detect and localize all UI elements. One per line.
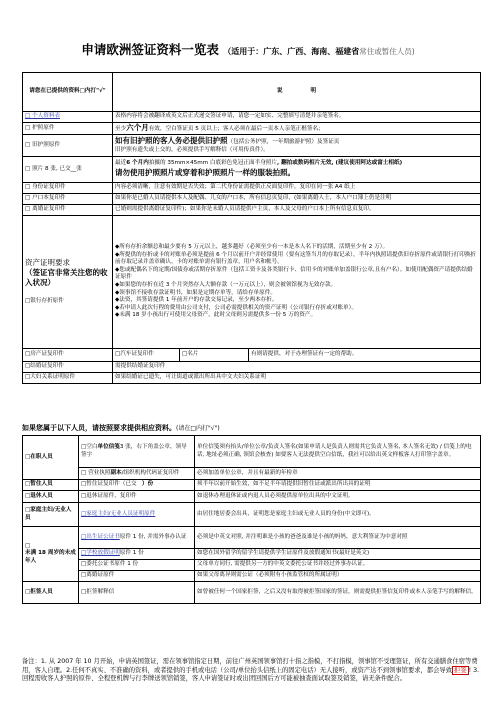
footnote bbox=[22, 658, 480, 684]
assets-item: ◆您或配偶名下的定期/国债券或活期存折原件（包括工资卡及各类银行卡、信用卡的对账单加盖银行公章,且有户名）。如使用配偶资产请提供结婚证原件 bbox=[115, 266, 473, 281]
school-leave-checkbox[interactable] bbox=[79, 549, 195, 560]
assets-item: ◆所有存折余额总和最少要有 5 万元以上，越多越好（必须至少有一本是本人名下的活期，活期至少有 2 万）。 bbox=[115, 244, 389, 251]
photo-desc-1: 最近 bbox=[115, 160, 127, 167]
business-license-desc: 必须加盖单位公章，并且有最新的年检章 bbox=[195, 468, 481, 480]
old-passport-desc-1b: （包括公务护照，一年期旅游护照）及签证页 bbox=[227, 139, 340, 146]
photo-desc-1d: , 翻拍或数码相片无效, (建议使用阿达或富士相纸) bbox=[277, 160, 403, 167]
spouse-proof-desc: 如果结婚证已遗失，可让街道或派出所出具中文夫妇关系证明 bbox=[113, 373, 481, 384]
assets-note: （签证官非常关注您的收入状况） bbox=[25, 268, 108, 288]
table-row bbox=[23, 112, 481, 123]
id-card-checkbox[interactable]: □ 身份证复印件 bbox=[23, 183, 113, 194]
title-sub2: 常住或暂住人员) bbox=[359, 47, 415, 56]
marriage-cert-desc: 需提供结婚证复印件 bbox=[113, 362, 481, 373]
table-row bbox=[23, 480, 481, 491]
retired-group[interactable]: □退休人员 bbox=[23, 491, 79, 503]
table-row bbox=[23, 216, 481, 349]
housewife-proof-desc: 由居住地居委会出具，证明您是家庭主妇或无业人员的身份(中文即可)。 bbox=[195, 503, 481, 527]
optional-docs-cell bbox=[113, 349, 481, 362]
table-row bbox=[23, 135, 481, 157]
section-heading-bold: 如果您属于以下人员，请按照要求提供相应资料。 bbox=[22, 424, 176, 432]
housewife-group[interactable]: □家庭主妇/无业人员 bbox=[23, 503, 79, 527]
employed-group[interactable]: □在职人员 bbox=[23, 436, 79, 480]
section-heading-note: (请在□内打"√") bbox=[176, 425, 220, 432]
spouse-proof-checkbox[interactable]: □大妇关系证明原件 bbox=[23, 373, 113, 384]
school-leave-link[interactable]: □学校放假证明 bbox=[81, 550, 120, 557]
hukou-checkbox[interactable]: □ 户口本复印件 bbox=[23, 194, 113, 205]
passport-desc-a: 至少 bbox=[115, 126, 127, 133]
letterhead-box: □空白 bbox=[81, 443, 98, 450]
refusal-letter-checkbox[interactable]: □拒签解释信 bbox=[79, 582, 195, 604]
temp-resident-group[interactable]: □暂住人员 bbox=[23, 480, 79, 491]
minor-group[interactable] bbox=[23, 527, 79, 582]
optional-docs-desc: 有则请提供，对于办理签证有一定的帮助。 bbox=[251, 351, 358, 358]
housewife-proof-checkbox[interactable] bbox=[79, 503, 195, 527]
table-row bbox=[23, 491, 481, 503]
letterhead-checkbox[interactable] bbox=[79, 436, 195, 468]
license-box: □ 营业执照 bbox=[81, 469, 111, 476]
old-passport-checkbox[interactable]: □ 旧护照原件 bbox=[23, 135, 113, 157]
letterhead-desc: 单位信笺须有抬头/单位公章/负责人签名(如果申请人是负责人则需其它负责人签名, 本人签名无效) / 信笺上的电话, 地址必须正确, 领馆会核查) 如要客人无法提供空白信纸，我社可以给出英文样板客人打印签字盖章。 bbox=[195, 436, 481, 468]
personal-form-desc: 表格内容将会被翻译成英文后正式递交签证申请，请您一定如实、完整填写清楚并亲笔签名。 bbox=[113, 112, 481, 123]
entrust-cert-checkbox[interactable]: □委托公证书原件 1 份 bbox=[79, 560, 195, 571]
table-row bbox=[23, 183, 481, 194]
bank-passbook-checkbox[interactable]: □银行存折原件 bbox=[25, 298, 64, 305]
section-heading bbox=[22, 423, 220, 433]
table-row bbox=[23, 503, 481, 527]
assets-item: ◆未满 18 岁小孩出行可使用父母资产，此时父母则另需提供多一份 5 万的资产。 bbox=[115, 312, 317, 319]
title-main: 申请欧洲签证资料一览表 bbox=[81, 42, 219, 57]
assets-label-cell bbox=[23, 216, 113, 349]
hukou-desc: 如果你是已婚人员请提供本人及配偶、儿女的户口本，所有信息页复印，(如果离婚人士，本人户口簿上仍是注明 bbox=[113, 194, 481, 205]
assets-desc bbox=[113, 216, 481, 349]
housewife-proof-link[interactable]: □家庭主妇/无业人员证明原件 bbox=[81, 510, 156, 517]
divorce-cert-desc: 已婚则需提供离婚证复印件)；如果你是未婚人员请提供户主页，本人及父母的户口本上所有信息页复印。 bbox=[113, 205, 481, 216]
minor-box: □ bbox=[25, 542, 31, 549]
temp-permit-count: ）份 bbox=[141, 481, 154, 488]
table-row bbox=[23, 123, 481, 135]
property-cert-checkbox[interactable]: □房产证复印件 bbox=[23, 349, 113, 362]
table-row bbox=[23, 157, 481, 183]
minor-label: 未满 18 周岁的未成年人 bbox=[25, 550, 76, 564]
header-col2: 说 明 bbox=[113, 73, 481, 112]
table-row bbox=[23, 194, 481, 205]
requirements-table bbox=[22, 72, 481, 384]
assets-item: ◆若申请人此次行程的费用由公司支付，公司必需提供相关的资产证明（公司银行存折或对账单）。 bbox=[115, 304, 358, 311]
photo-desc bbox=[113, 157, 481, 183]
entrust-cert-desc: 父母单方同行, 需提供另一方的中英文委托公证书并经过外事办认证。 bbox=[195, 560, 481, 571]
table-row bbox=[23, 362, 481, 373]
license-bold: 副本 bbox=[110, 469, 122, 476]
photo-desc-1c: 拍摄的 35mm×45mm 白底彩色免冠正面半身照片 bbox=[148, 160, 278, 167]
assets-item: ◆所提供的存折或卡的对账单必须是提前 6 个月以前开户并经常使用（要有这签当月的存取记录），半年内执照请提供旧存折原件或请银行打印换折前存取记录并盖章确认。卡的对账单需有银行盖章，用户名和帐号。 bbox=[115, 251, 477, 266]
table-row bbox=[23, 436, 481, 468]
refusal-highlight: 拒签 bbox=[454, 666, 467, 674]
retirement-cert-desc: 如退休办理退休证或内退人员必须提供原单位出具的中文证明。 bbox=[195, 491, 481, 503]
assets-item: ◆法资，其签请提供 1 年前开户的存款交易记录，至少两本存折。 bbox=[115, 297, 278, 304]
personal-form-link[interactable]: □ 个人资料表 bbox=[25, 113, 61, 120]
photo-desc-2: 请勿使用护照照片或穿着和护照照片一样的服装拍照。 bbox=[115, 168, 295, 177]
letterhead-bold: 单位信笺 bbox=[97, 443, 120, 450]
birth-cert-link[interactable]: □出生证公证书 bbox=[81, 533, 120, 540]
assets-item: ◆如果您的存折在近 3 个月突然存入大额存款（一万元以上），则会被领馆视为无效存款。 bbox=[115, 282, 337, 288]
special-cases-table bbox=[22, 435, 481, 604]
temp-permit-label: □暂住证复印件（已交 bbox=[81, 481, 137, 488]
table-row bbox=[23, 560, 481, 571]
personal-form-checkbox[interactable] bbox=[23, 112, 113, 123]
photo-desc-1b: 6 个月内 bbox=[126, 160, 149, 167]
birth-cert-note: 原件 1 份, 并需外事办认证 bbox=[119, 533, 187, 540]
divorce-cert-checkbox[interactable]: □ 离婚证复印件 bbox=[23, 205, 113, 216]
old-passport-desc bbox=[113, 135, 481, 157]
letterhead-note: 3 张，右下角盖公章，领导签字 bbox=[81, 443, 187, 458]
car-cert-checkbox[interactable]: □汽车证复印件 bbox=[113, 349, 180, 361]
business-license-checkbox[interactable] bbox=[79, 468, 195, 480]
passport-desc-b: 六个月 bbox=[126, 123, 149, 133]
refusal-letter-desc: 如曾被任何一个国家拒签，之后又没有取得被拒签国家的签证，则需提供拒签信复印件或本人亲笔手写的解释信。 bbox=[195, 582, 481, 604]
photo-checkbox[interactable]: □ 照片 8 张, 已交__张 bbox=[23, 157, 113, 183]
birth-cert-desc: 必须是中英文对照, 并注明谁是小孩的爸爸及谁是小孩的妈妈，意大利签证为中意对照 bbox=[195, 527, 481, 549]
refused-group[interactable]: □拒签人员 bbox=[23, 582, 79, 604]
passport-checkbox[interactable]: □ 护照原件 bbox=[23, 123, 113, 135]
marriage-cert-checkbox[interactable]: □结婚证复印件 bbox=[23, 362, 113, 373]
old-passport-desc-2: 旧护照有遗失或上交的，必须提供手写解释信（可用传真件）。 bbox=[115, 147, 269, 153]
old-passport-desc-1: 如有旧护照的客人务必提供旧护照 bbox=[115, 136, 228, 146]
page-title bbox=[0, 40, 496, 58]
school-leave-desc: 如您在国外留学的留学生请提供学生证原件及放假通知书(最好是英文) bbox=[195, 549, 481, 560]
business-card-checkbox[interactable]: □名片 bbox=[180, 349, 249, 361]
id-card-desc: 内容必须清晰，注意有效期是否失效；第二代身份证需提供正反面复印件，复印在同一张 A4 纸上 bbox=[113, 183, 481, 194]
table-row bbox=[23, 468, 481, 480]
header-col1: 请您在已提供的资料□内打"√" bbox=[23, 73, 113, 112]
birth-cert-checkbox[interactable] bbox=[79, 527, 195, 549]
temp-permit-checkbox[interactable] bbox=[79, 480, 195, 491]
school-leave-note: 原件 1 份 bbox=[119, 550, 144, 557]
title-sub: （适用于：广东、广西、海南、福建省 bbox=[223, 47, 360, 56]
divorce-original-checkbox[interactable]: □离婚证原件 bbox=[79, 571, 195, 582]
license-note: /组织机构代码证复印件 bbox=[121, 469, 180, 476]
table-row bbox=[23, 205, 481, 216]
passport-desc-c: 有效，空白签证页 5 页以上；客人必须在最后一页本人亲笔正楷签名； bbox=[148, 126, 324, 133]
passport-desc bbox=[113, 123, 481, 135]
assets-item: ◆领事馆不接收存款证明书，如果是定期存单等，请给存单原件。 bbox=[115, 289, 276, 296]
retirement-cert-checkbox[interactable]: □退休证原件，复印件 bbox=[79, 491, 195, 503]
table-row bbox=[23, 571, 481, 582]
table-row bbox=[23, 527, 481, 549]
temp-permit-desc: 须半年以前开始生效，如不足半年请提供旧暂住证或派出所出具的证明 bbox=[195, 480, 481, 491]
divorce-original-desc: 如果父母离异则需公证（必须附有小孩监管权的所属证明） bbox=[195, 571, 481, 582]
table-header-row bbox=[23, 73, 481, 112]
table-row bbox=[23, 349, 481, 362]
table-row bbox=[23, 582, 481, 604]
table-row bbox=[23, 549, 481, 560]
table-row bbox=[23, 373, 481, 384]
assets-label: 资产证明要求 bbox=[25, 258, 70, 268]
footnote-a: 备注：1. 从 2007 年 10 月开始，申请英国签证，需在领事馆指定日期，前往广州英国领事馆打十指之指模，不打指模，领事馆不受理签证，所有交通膳食住宿等费用，客人自理。2.任何不真实、不准确的资料，或者提供的手机或电话（公司/单位抬头信纸上的固定电话）无人接听，或资产达不到领事馆要求，都会导致 bbox=[22, 658, 478, 674]
footnote-b: ! 3.回程需收客人护照的原件、全程登机牌与行李牌送领馆销签，客人申请签证时或出团回国后方可能被抽查面试取签及销签，请无条件配合。 bbox=[22, 666, 480, 683]
